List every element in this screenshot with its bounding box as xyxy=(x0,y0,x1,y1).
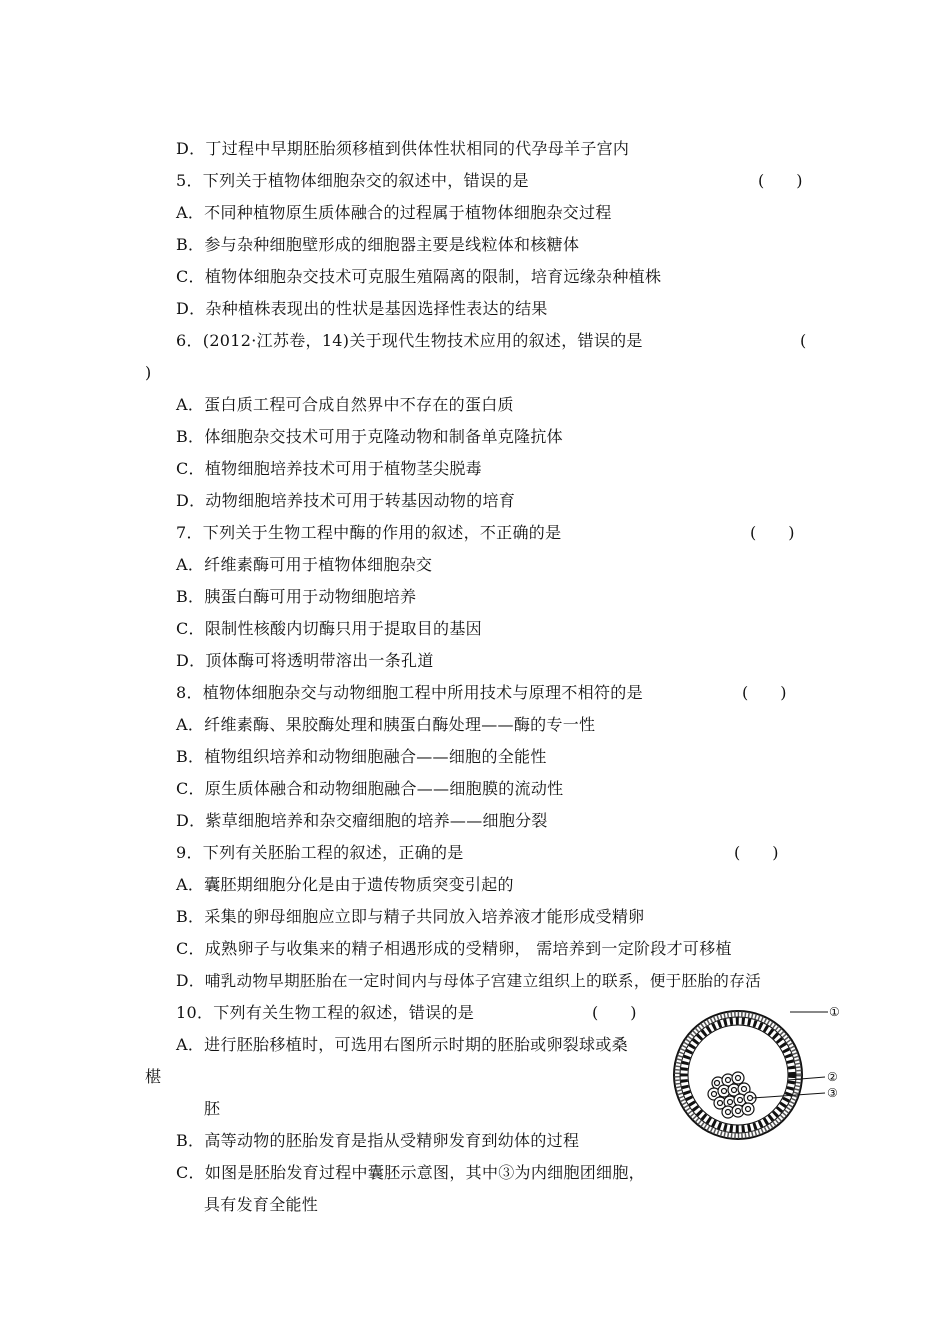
q10-option-a-wrap-1: 椹 xyxy=(145,1067,162,1086)
q9-answer-bracket: ( ) xyxy=(734,843,779,862)
q10-option-a: A．进行胚胎移植时，可选用右图所示时期的胚胎或卵裂球或桑 xyxy=(176,1035,628,1054)
q9-option-b: B．采集的卵母细胞应立即与精子共同放入培养液才能形成受精卵 xyxy=(176,907,645,926)
q9-stem: 9．下列有关胚胎工程的叙述，正确的是 xyxy=(176,843,464,862)
q6-option-d: D．动物细胞培养技术可用于转基因动物的培育 xyxy=(176,491,516,510)
q6-stem: 6．(2012·江苏卷，14)关于现代生物技术应用的叙述，错误的是 xyxy=(176,331,643,350)
figure-label-2: ② xyxy=(827,1070,838,1084)
q7-option-a: A．纤维素酶可用于植物体细胞杂交 xyxy=(176,555,433,574)
q8-stem: 8．植物体细胞杂交与动物细胞工程中所用技术与原理不相符的是 xyxy=(176,683,643,702)
q10-option-b: B．高等动物的胚胎发育是指从受精卵发育到幼体的过程 xyxy=(176,1131,580,1150)
figure-label-1: ① xyxy=(829,1005,840,1019)
q7-option-b: B．胰蛋白酶可用于动物细胞培养 xyxy=(176,587,417,606)
q5-stem: 5．下列关于植物体细胞杂交的叙述中，错误的是 xyxy=(176,171,529,190)
q6-answer-bracket-close: ) xyxy=(145,363,152,382)
q6-answer-bracket-open: ( xyxy=(800,331,807,350)
q10-answer-bracket: ( ) xyxy=(592,1003,637,1022)
q8-option-a: A．纤维素酶、果胶酶处理和胰蛋白酶处理——酶的专一性 xyxy=(176,715,596,734)
q5-option-d: D．杂种植株表现出的性状是基因选择性表达的结果 xyxy=(176,299,548,318)
blastocyst-figure xyxy=(670,990,850,1170)
q5-option-b: B．参与杂种细胞壁形成的细胞器主要是线粒体和核糖体 xyxy=(176,235,580,254)
q6-option-c: C．植物细胞培养技术可用于植物茎尖脱毒 xyxy=(176,459,482,478)
q8-answer-bracket: ( ) xyxy=(742,683,787,702)
q9-option-d: D．哺乳动物早期胚胎在一定时间内与母体子宫建立组织上的联系，便于胚胎的存活 xyxy=(176,972,761,990)
q6-option-b: B．体细胞杂交技术可用于克隆动物和制备单克隆抗体 xyxy=(176,427,563,446)
q6-option-a: A．蛋白质工程可合成自然界中不存在的蛋白质 xyxy=(176,395,514,414)
q10-option-c-wrap: 具有发育全能性 xyxy=(204,1195,319,1214)
q7-option-d: D．顶体酶可将透明带溶出一条孔道 xyxy=(176,651,434,670)
q10-option-a-wrap-2: 胚 xyxy=(204,1099,221,1118)
q8-option-b: B．植物组织培养和动物细胞融合——细胞的全能性 xyxy=(176,747,547,766)
q8-option-c: C．原生质体融合和动物细胞融合——细胞膜的流动性 xyxy=(176,779,564,798)
q7-answer-bracket: ( ) xyxy=(750,523,795,542)
q9-option-a: A．囊胚期细胞分化是由于遗传物质突变引起的 xyxy=(176,875,514,894)
q7-option-c: C．限制性核酸内切酶只用于提取目的基因 xyxy=(176,619,482,638)
q8-option-d: D．紫草细胞培养和杂交瘤细胞的培养——细胞分裂 xyxy=(176,811,548,830)
figure-label-3: ③ xyxy=(827,1086,838,1100)
q10-option-c: C．如图是胚胎发育过程中囊胚示意图，其中③为内细胞团细胞， xyxy=(176,1163,645,1182)
q7-stem: 7．下列关于生物工程中酶的作用的叙述，不正确的是 xyxy=(176,523,562,542)
q5-answer-bracket: ( ) xyxy=(758,171,803,190)
q10-stem: 10．下列有关生物工程的叙述，错误的是 xyxy=(176,1003,475,1022)
q5-option-c: C．植物体细胞杂交技术可克服生殖隔离的限制，培育远缘杂种植株 xyxy=(176,267,662,286)
q4-option-d: D．丁过程中早期胚胎须移植到供体性状相同的代孕母羊子宫内 xyxy=(176,139,630,158)
q5-option-a: A．不同种植物原生质体融合的过程属于植物体细胞杂交过程 xyxy=(176,203,612,222)
q9-option-c: C．成熟卵子与收集来的精子相遇形成的受精卵， 需培养到一定阶段才可移植 xyxy=(176,939,732,958)
